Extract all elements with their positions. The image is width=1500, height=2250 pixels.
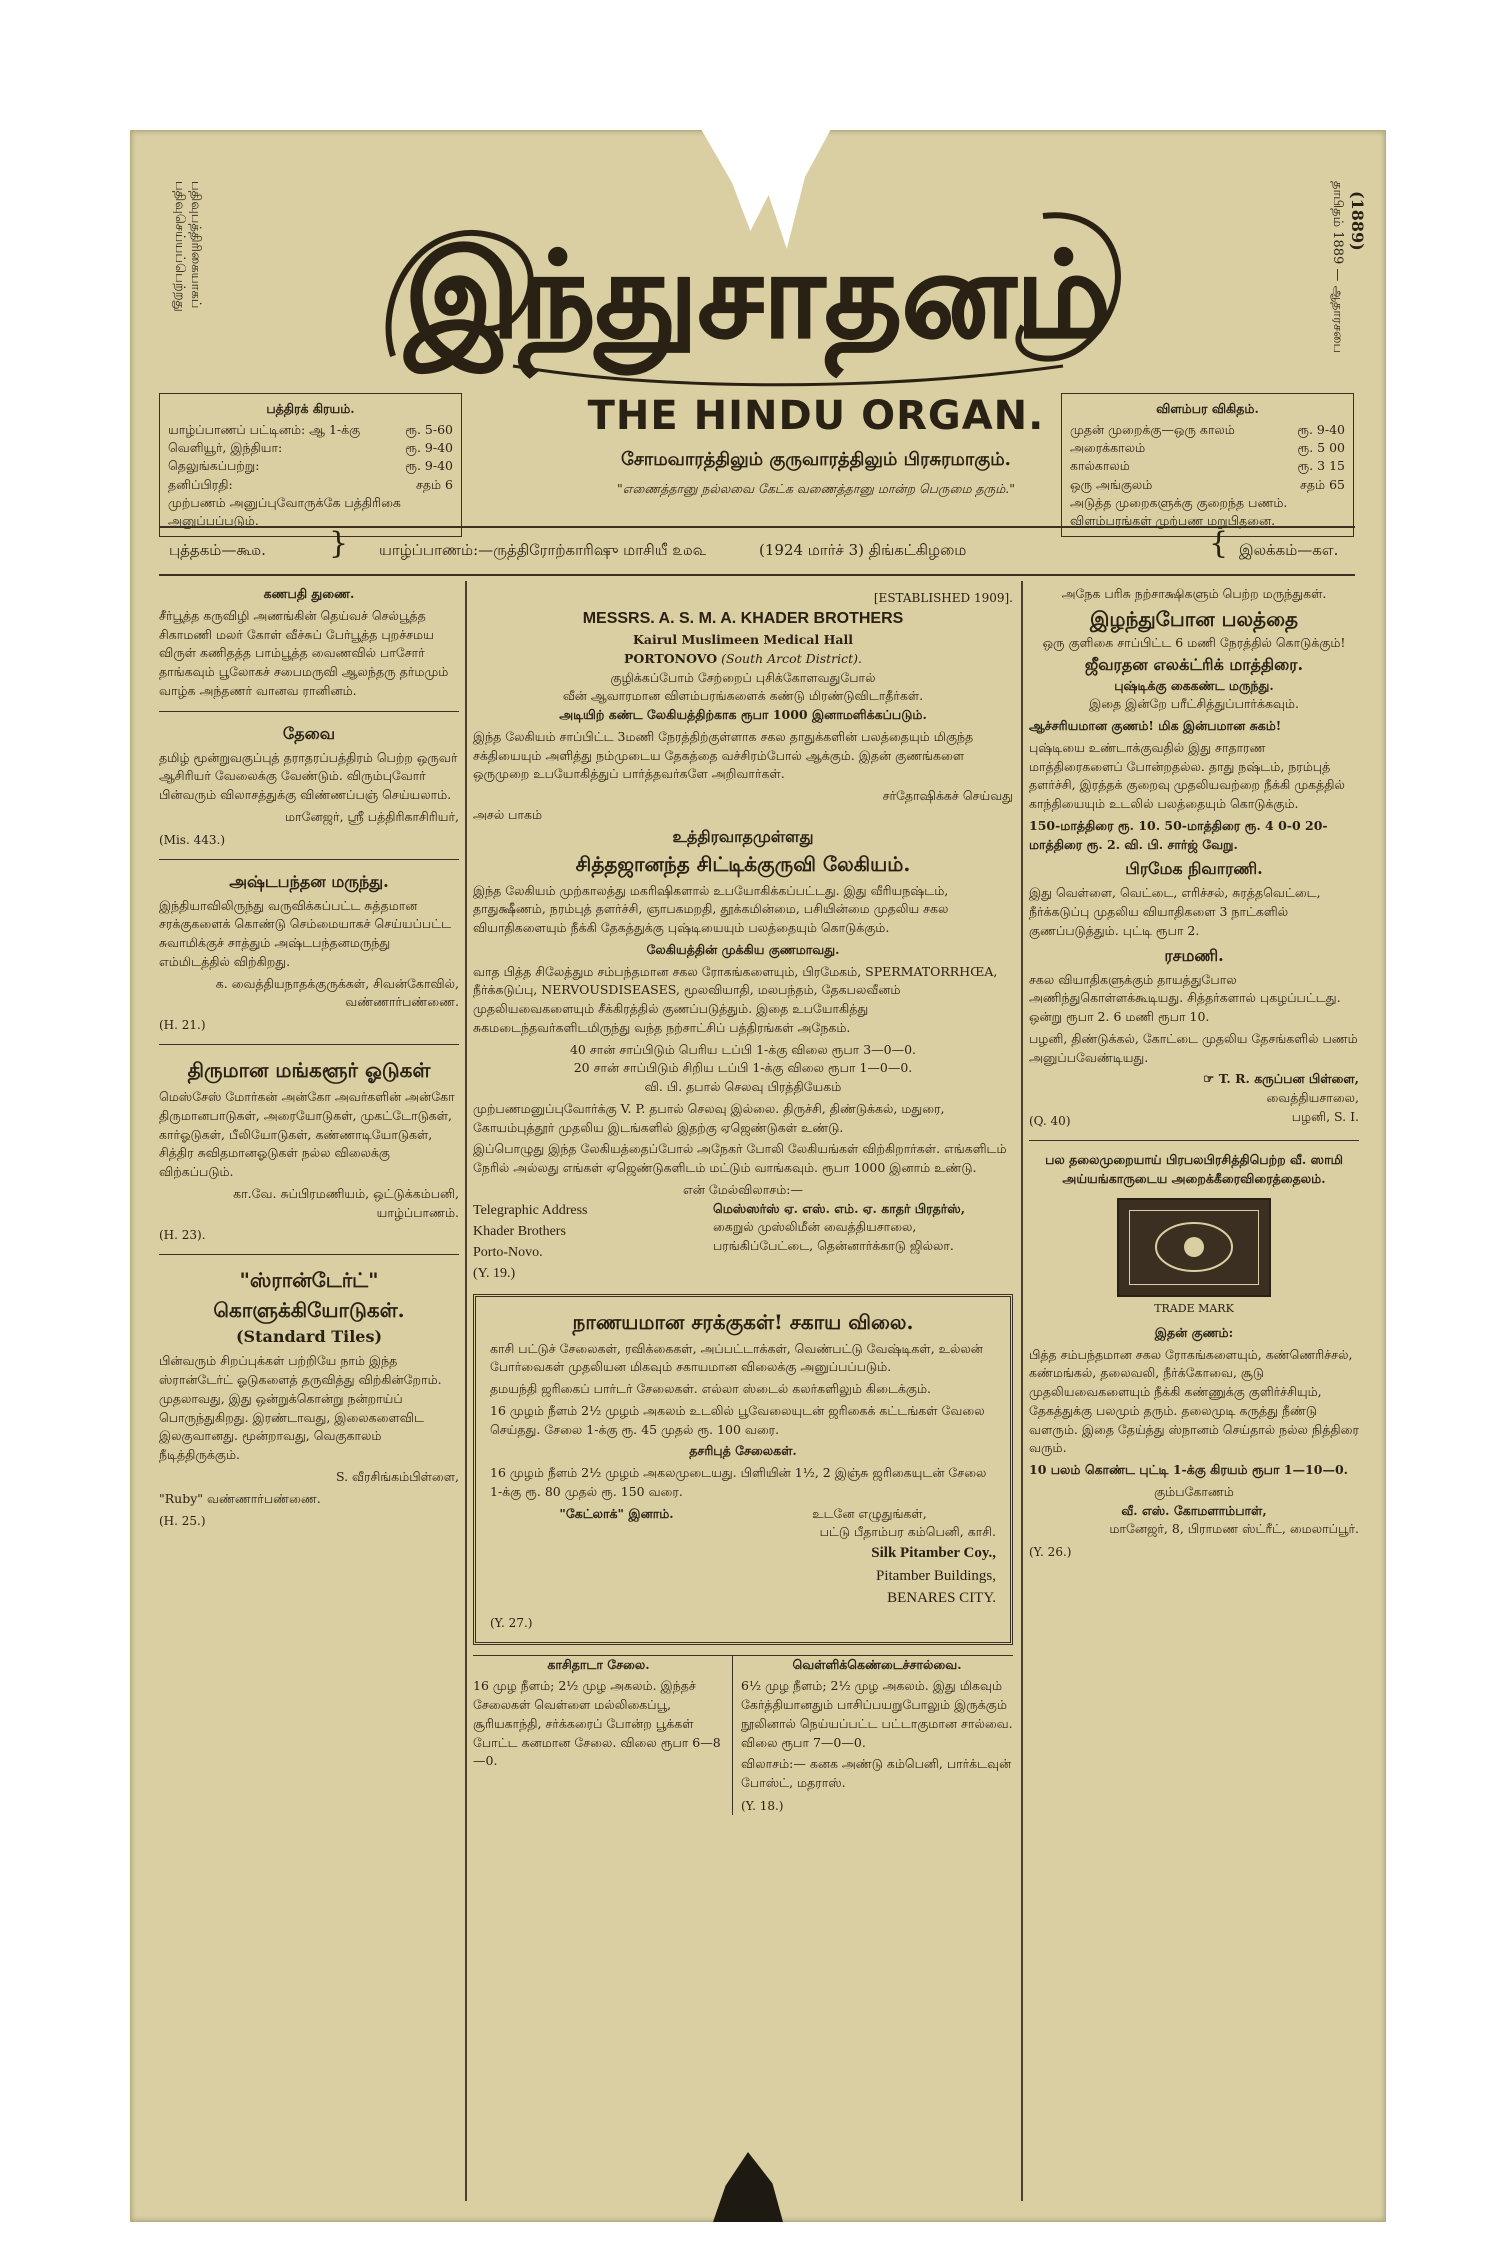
guarantee-heading: உத்திரவாதமுள்ளது (672, 826, 814, 846)
sub-label-2: வெளியூர், இந்தியா: (168, 440, 283, 456)
lost-strength-sub: ஒரு குளிகை சாப்பிட்ட 6 மணி நேரத்தில் கொடுக்கும்! (1042, 634, 1346, 650)
part-label: அசல் பாகம் (473, 806, 543, 822)
address-line-1: மெஸ்ஸர்ஸ் ஏ. எஸ். எம். ஏ. காதர் பிரதர்ஸ், (713, 1200, 966, 1216)
wanted-sign: மானேஜர், ஸ்ரீ பத்திரிகாசிரியர், (285, 808, 459, 824)
sub-label-4: தனிப்பிரதி: (168, 476, 233, 492)
hall-name: Kairul Muslimeen Medical Hall (632, 632, 853, 647)
telegraph-1: Telegraphic Address (473, 1202, 588, 1218)
shawl-code: (Y. 18.) (741, 1798, 784, 1813)
rate-value-2: ரூ. 5 00 (1297, 440, 1345, 456)
postage-note: வி. பி. தபால் செலவு பிரத்தியேகம் (644, 1079, 842, 1094)
product-body: இந்த லேகியம் முற்காலத்து மகரிஷிகளால் உபயோகிக்கப்பட்டது. இது வீரியநஷ்டம், தாதுக்ஷீணம், நரம்புத் தளர்ச்சி, ஞாபகமறதி, தூக்கமின்மை, பசியின்மை முதலிய சகல வியாதிகளையும் நீக்கி தேகத்துக்கு புஷ்டியையும் பலத்தையும் கொடுக்கும். (473, 882, 949, 935)
address-heading: என் மேல்விலாசம்:— (683, 1181, 803, 1197)
electric-pill-try: இதை இன்றே பரீட்சித்துப்பார்க்கவும். (1089, 696, 1299, 712)
rate-label-1: முதன் முறைக்கு—ஒரு காலம் (1070, 422, 1235, 438)
qualities-body: வாத பித்த சிலேத்தும சம்பந்தமான சகல ரோகங்களையும், பிரமேகம், SPERMATORRHŒA, நீர்க்கடுப்பு, NERVOUSDISEASES, மூலவியாதி, மலபந்தம், தேகபலவீனம் முதலியவைகளையும் சீக்கிரத்தில் குணப்படுத்தும். இதை உபயோகித்து சுகமடைந்தவர்களிடமிருந்து வந்த நற்சாட்சிப் பத்திரங்கள் அநேகம். (473, 963, 998, 1035)
silk-building: Pitamber Buildings, (876, 1567, 996, 1584)
sub-label-1: யாழ்ப்பாணப் பட்டினம்: ஆ 1-க்கு (168, 422, 361, 438)
trade-mark-label: TRADE MARK (1154, 1302, 1234, 1316)
masthead-logo (363, 176, 1153, 396)
english-date: (1924 மார்ச் 3) திங்கட்கிழமை (759, 541, 967, 559)
silk-para-4: 16 முழம் நீளம் 2½ முழம் அகலமுடையது. பிளியின் 1½, 2 இஞ்சு ஜரிகையுடன் சேலை 1-க்கு ரூ. 80 முதல் ரூ. 150 வரை. (490, 1465, 987, 1499)
remit-note: பழனி, திண்டுக்கல், கோட்டை முதலிய தேசங்களில் பணம் அனுப்பவேண்டியது. (1029, 1030, 1358, 1065)
dateline-bar (159, 526, 1355, 576)
sub-label-3: தெலுங்கப்பற்று: (168, 458, 260, 474)
established-year: [ESTABLISHED 1909]. (873, 591, 1013, 605)
address-line-3: பரங்கிப்பேட்டை, தென்னார்க்காடு ஜில்லா. (713, 1238, 954, 1253)
rate-label-4: ஒரு அங்குலம் (1070, 476, 1153, 492)
oil-code: (Y. 26.) (1029, 1545, 1072, 1559)
volume-number: புத்தகம்—கூ௰. (169, 541, 266, 559)
electric-pill-sub: புஷ்டிக்கு கைகண்ட மருந்து. (1114, 677, 1274, 693)
founding-year: (1889) (1348, 191, 1367, 251)
tagline-2: வீன் ஆவாரமான விளம்பரங்களைக் கண்டு மிரண்டுவிடாதீர்கள். (562, 688, 924, 704)
ashtabandhana-title: அஷ்டபந்தன மருந்து. (229, 871, 389, 891)
standard-tiles-title-en: (Standard Tiles) (235, 1327, 383, 1347)
masthead-title-tamil: இந்துசாதனம் (404, 225, 1112, 364)
column-rule-2 (1021, 581, 1023, 2201)
rate-note: அடுத்த முறைகளுக்கு குறைந்த பணம். விளம்பரங்கள் முற்பண மறுபிதனை. (1070, 494, 1288, 528)
rate-value-3: ரூ. 3 15 (1297, 458, 1345, 474)
firm-name: MESSRS. A. S. M. A. KHADER BROTHERS (582, 610, 904, 627)
telegraph-code: (Y. 19.) (473, 1265, 516, 1281)
column-rule-1 (465, 581, 467, 2201)
ashtabandhana-body: இந்தியாவிலிருந்து வருவிக்கப்பட்ட சுத்தமான சரக்குகளைக் கொண்டு செம்மையாகச் செய்யப்பட்ட சுவாமிக்குச் சாத்தும் அஷ்டபந்தனமருந்து எம்மிடத்தில் விற்கிறது. (159, 897, 452, 969)
brace-left: } (329, 526, 349, 561)
issue-number: இலக்கம்—கஎ. (1239, 541, 1339, 559)
standard-tiles-body: பின்வரும் சிறப்புக்கள் பற்றியே நாம் இந்த ஸ்ரான்டேர்ட் ஓடுகளைத் தருவித்து விற்கின்றோம். முதலாவது, இது ஒன்றுக்கொன்று நன்றாய்ப் பொருந்துகிறது. இரண்டாவது, இலைகளைவிட இலகுவானது. மூன்றாவது, வெகுகாலம் நீடித்திருக்கும். (159, 1353, 442, 1462)
author-line: சர்தோஷிக்கச் செய்வது (882, 788, 1013, 803)
sub-value-2: ரூ. 9-40 (405, 440, 453, 456)
wanted-code: (Mis. 443.) (159, 832, 225, 847)
telegraph-3: Porto-Novo. (473, 1244, 543, 1260)
silk-para-2: தமயந்தி ஜரிகைப் பார்டர் சேலைகள். எல்லா ஸ்டைல் கலர்களிலும் கிடைக்கும். (490, 1381, 931, 1396)
founding-note: தாபிதம் 1889 — ஆதாரசபை (1330, 181, 1345, 354)
silk-company: Silk Pitamber Coy., (871, 1545, 996, 1561)
torn-edge-bottom (713, 2152, 783, 2222)
silk-city: BENARES CITY. (887, 1590, 996, 1606)
wanted-body: தமிழ் மூன்றுவகுப்புத் தராதரப்பத்திரம் பெற்ற ஒருவர் ஆசிரியர் வேலைக்கு வேண்டும். விரும்புவோர் பின்வரும் விலாசத்துக்கு விண்ணப்பஞ் செய்யலாம். (159, 749, 458, 802)
pointing-hand-icon: ☞ (1203, 1071, 1219, 1087)
telegraph-2: Khader Brothers (473, 1223, 566, 1239)
pill-description: புஷ்டியை உண்டாக்குவதில் இது சாதாரண மாத்திரைகளைப் போன்றதல்ல. தாது நஷ்டம், நரம்புத் தளர்ச்சி, இரத்தக் குறைவு முதலியவற்றை நீக்கி முகத்தில் காந்தியையும் உடலில் பலத்தையும் கொடுக்கும். (1029, 739, 1345, 811)
pill-prices: 150-மாத்திரை ரூ. 10. 50-மாத்திரை ரூ. 4 0-0 20-மாத்திரை ரூ. 2. வி. பி. சார்ஜ் வேறு. (1029, 817, 1328, 852)
qualities-heading: லேகியத்தின் முக்கிய குணமாவது. (646, 941, 840, 957)
place-date: யாழ்ப்பாணம்:—ருத்திரோற்காரிஷு மாசியீ ௨௰௳ (379, 541, 707, 559)
palani-code: (Q. 40) (1029, 1113, 1071, 1128)
ashtabandhana-sign: க. வைத்தியநாதக்குருக்கள், சிவன்கோவில், வண்ணார்பண்ணை. (215, 975, 459, 1010)
publication-days: சோமவாரத்திலும் குருவாரத்திலும் பிரசுரமாகும். (621, 449, 1011, 470)
oil-quality-heading: இதன் குணம்: (1154, 1324, 1234, 1340)
intro-text: இந்த லேகியம் சாப்பிட்ட 3மணி நேரத்திற்குள்ளாக சகல தாதுக்களின் பலத்தையும் மிகுந்த சக்தியையும் அளித்து நம்முடைய தேகத்தை வச்சிரம்போல் ஆக்கும். இதன் குணங்களை ஒருமுறை உபயோகித்துப் பார்த்தவர்களே அறிவார்கள். (473, 728, 974, 782)
rate-label-3: கால்காலம் (1070, 458, 1130, 474)
rasamani-body: சகல வியாதிகளுக்கும் தாயத்துபோல அணிந்துகொள்ளக்கூடியது. சித்தர்களால் புகழப்பட்டது. ஒன்று ரூபா 2. 6 மணி ரூபா 10. (1029, 971, 1341, 1024)
bottom-adverts (473, 1655, 1013, 1815)
prameha-heading: பிரமேக நிவாரணி. (1125, 859, 1263, 879)
oil-sign-1: கும்பகோணம் (1154, 1483, 1234, 1499)
electric-pill-heading: ஜீவரதன எலக்ட்ரிக் மாத்திரை. (1084, 654, 1304, 674)
subscription-heading: பத்திரக் கிரயம். (266, 401, 355, 416)
town-name: PORTONOVO (624, 650, 718, 666)
invocation: கணபதி துணை. (263, 586, 355, 601)
silk-para-1: காசி பட்டுச் சேலைகள், ரவிக்கைகள், அப்பட்டாக்கள், வெண்பட்டு வேஷ்டிகள், உல்லன் போர்வைகள் முதலியன மிகவும் சகாயமான விலைக்கு அனுப்பப்படும். (490, 1340, 983, 1375)
rate-value-4: சதம் 65 (1299, 476, 1345, 492)
ashtabandhana-code: (H. 21.) (159, 1018, 206, 1032)
oil-title: பல தலைமுறையாய் பிரபலபிரசித்திபெற்ற வீ. ஸாமி அய்யங்காருடைய அறைக்கீரைவிரைத்தைலம். (1045, 1151, 1343, 1186)
tiles-code: (H. 23). (159, 1228, 206, 1243)
prize-offer: அடியிற் கண்ட லேகியத்திற்காக ரூபா 1000 இனாமளிக்கப்படும். (559, 707, 927, 722)
middle-column (473, 585, 1013, 1815)
product-name: சித்தஜானந்த சிட்டிக்குருவி லேகியம். (575, 851, 911, 876)
tiles-title: திருமான மங்களூர் ஓடுகள் (187, 1058, 431, 1082)
palani-sign-1 (1029, 1070, 1359, 1089)
silk-subheading: தசரிபுத் சேலைகள். (689, 1443, 797, 1459)
left-column (159, 585, 459, 1530)
silk-advert (473, 1294, 1013, 1645)
tagline-1: குழிக்கப்போம் சேற்றைப் புசிக்கோளவதுபோல் (610, 669, 876, 685)
oil-price: 10 பலம் கொண்ட புட்டி 1-க்கு கிரயம் ரூபா 1—10—0. (1029, 1462, 1348, 1477)
palani-sign-1-text: T. R. கருப்பன பிள்ளை, (1218, 1071, 1359, 1087)
warning-text: இப்பொழுது இந்த லேகியத்தைப்போல் அநேகர் போலி லேகியங்கள் விற்கிறார்கள். எங்களிடம் நேரில் அல்லது எங்கள் ஏஜெண்டுகளிடம் மட்டும் வாங்கவும். ரூபா 1000 இனாம் உண்டு. (473, 1141, 1007, 1175)
awards-line: அநேக பரிசு நற்சாக்ஷிகளும் பெற்ற மருந்துகள். (1061, 586, 1327, 601)
lost-strength-heading: இழந்துபோன பலத்தை (1089, 606, 1299, 631)
silk-write: உடனே எழுதுங்கள், (812, 1505, 927, 1521)
palani-sign-2: வைத்தியசாலை, (1266, 1090, 1359, 1105)
tiles-sign: கா.வே. சுப்பிரமணியம், ஒட்டுக்கம்பனி, யாழ்ப்பாணம். (233, 1185, 459, 1220)
prameha-body: இது வெள்ளை, வெட்டை, எரிச்சல், சுரத்தவெட்டை, நீர்க்கடுப்பு முதலிய வியாதிகளை 3 நாட்களில் குணப்படுத்தும். புட்டி ரூபா 2. (1029, 885, 1321, 938)
silk-para-3: 16 முழம் நீளம் 2½ முழம் அகலம் உடலில் பூவேலையுடன் ஜரிகைக் கட்டங்கள் வேலை செய்தது. சேலை 1-க்கு ரூ. 45 முதல் ரூ. 100 வரை. (490, 1402, 985, 1437)
sub-note: முற்பணம் அனுப்புவோருக்கே பத்திரிகை அனுப்பப்படும். (168, 494, 401, 528)
newspaper-page (130, 130, 1386, 2222)
sub-value-3: ரூ. 9-40 (405, 458, 453, 474)
standard-tiles-code: (H. 25.) (159, 1514, 206, 1529)
trade-mark-seal (1117, 1198, 1271, 1297)
subscription-box (159, 393, 462, 537)
tiles-body: மெஸ்சேஸ் மோர்கன் அன்கோ அவர்களின் அன்கோ திருமானபாடுகள், அரையோடுகள், முகட்டோடுகள், கார்ஓடுகள், பீலியோடுகள், கண்ணாடியோடுகள், சித்திர சுவிதமானஓடுகள் நல்ல விலைக்கு விற்கப்படும். (159, 1089, 455, 1179)
address-line-2: கைறுல் முஸ்லிமீன் வைத்தியசாலை, (713, 1219, 917, 1235)
trade-mark-emblem (1119, 1200, 1269, 1295)
vp-body: முற்பணமனுப்புவோர்க்கு V. P. தபால் செலவு இல்லை. திருச்சி, திண்டுக்கல், மதுரை, கோயம்புத்தூர் முதலிய இடங்களில் இதற்கு ஏஜெண்டுகள் உண்டு. (473, 1100, 945, 1135)
right-column (1029, 585, 1359, 1561)
shawl-body: 6½ முழ நீளம்; 2½ முழ அகலம். இது மிகவும் கேர்த்தியானதும் பாசிப்பயறுபோலும் இருக்கும் நூலினால் நெய்யப்பட்ட பட்டாகுமான சால்வை. விலை ரூபா 7—0—0. (741, 1678, 1013, 1750)
price-large: 40 சான் சாப்பிடும் பெரிய டப்பி 1-க்கு விலை ரூபா 3—0—0. (569, 1041, 917, 1057)
registration-note: பதிவுபத்திரிகையாகப் பதிவுசெய்யப்பெற்றது (172, 181, 203, 312)
oil-body: பித்த சம்பந்தமான சகல ரோகங்களையும், கண்ணெரிச்சல், கண்மங்கல், தலைவலி, நீர்க்கோவை, சூடு முதலியவைகளையும் நீக்கி கண்ணுக்கு குளிர்ச்சியும், தேகத்துக்கு பலமும் தரும். தலைமுடி கருத்து நீண்டு வளரும். இதை தேய்த்து ஸ்நானம் செய்தால் நல்ல நித்திரை வரும். (1029, 1346, 1359, 1456)
silk-heading: நாணயமான சரக்குகள்! சகாய விலை. (572, 1309, 914, 1334)
advert-rates-box (1061, 393, 1354, 537)
rasamani-heading: ரசமணி. (1164, 945, 1224, 965)
oil-sign-2: வீ. எஸ். கோமளாம்பாள், (1121, 1502, 1267, 1518)
shawl-heading: வெள்ளிக்கெண்டைச்சால்வை. (792, 1656, 962, 1672)
advert-rates-heading: விளம்பர விகிதம். (1156, 401, 1259, 416)
wonder-line: ஆச்சரியமான குணம்! மிக இன்பமான சுகம்! (1029, 718, 1282, 733)
standard-tiles-title: "ஸ்ரான்டேர்ட்" கொளுக்கியோடுகள். (213, 1268, 405, 1323)
district-name: (South Arcot District). (721, 650, 862, 666)
verse: சீர்பூத்த கருவிழி அணங்கின் தெய்வச் செல்பூத்த சிகாமணி மலர் கோள் வீச்சுப் பேர்பூத்த புறச்சமய விருள் கணிதத்த பாம்பூத்த வைணவில் பாசோர் தாங்கவும் பூலோகச் சபைமருவி ஆலந்தரு தர்மமும் வாழ்க அந்தணர் வானவ ரானினம். (159, 607, 449, 698)
standard-tiles-place: "Ruby" வண்ணார்பண்ணை. (159, 1490, 321, 1506)
shawl-address: விலாசம்:— கனக அண்டு கம்பெனி, பார்க்டவுன் போஸ்ட், மதராஸ். (741, 1756, 1012, 1790)
oil-sign-3: மானேஜர், 8, பிராமண ஸ்ட்ரீட், மைலாப்பூர். (1109, 1521, 1359, 1537)
sub-value-4: சதம் 6 (415, 476, 453, 492)
rate-label-2: அரைக்காலம் (1070, 440, 1146, 456)
motto: "எணைத்தானு நல்லவை கேட்க வணைத்தானு மான்ற பெருமை தரும்." (616, 481, 1016, 496)
title-english: THE HINDU ORGAN. (587, 393, 1045, 439)
sub-value-1: ரூ. 5-60 (405, 422, 453, 438)
silk-catalogue: "கேட்லாக்" இனாம். (559, 1505, 674, 1521)
palani-sign-3: பழனி, S. I. (1291, 1108, 1359, 1124)
standard-tiles-sign: S. வீரசிங்கம்பிள்ளை, (335, 1468, 459, 1484)
wanted-title: தேவை (282, 723, 336, 743)
address-block (473, 1200, 1013, 1284)
price-small: 20 சான் சாப்பிடும் சிறிய டப்பி 1-க்கு விலை ரூபா 1—0—0. (573, 1060, 913, 1076)
kasi-saree-heading: காசிதாடா சேலை. (547, 1656, 650, 1672)
kasi-saree-body: 16 முழ நீளம்; 2½ முழ அகலம். இந்தச் சேலைகள் வெள்ளை மல்லிகைப்பூ, சூரியகாந்தி, சர்க்கரைப் போன்ற பூக்கள் போட்ட கனமான சேலை. விலை ரூபா 6—8—0. (473, 1678, 721, 1769)
silk-code: (Y. 27.) (490, 1615, 533, 1630)
rate-value-1: ரூ. 9-40 (1297, 422, 1345, 438)
silk-company-tamil: பட்டு பீதாம்பர கம்பெனி, காசி. (819, 1524, 996, 1540)
brace-right: { (1209, 526, 1229, 561)
